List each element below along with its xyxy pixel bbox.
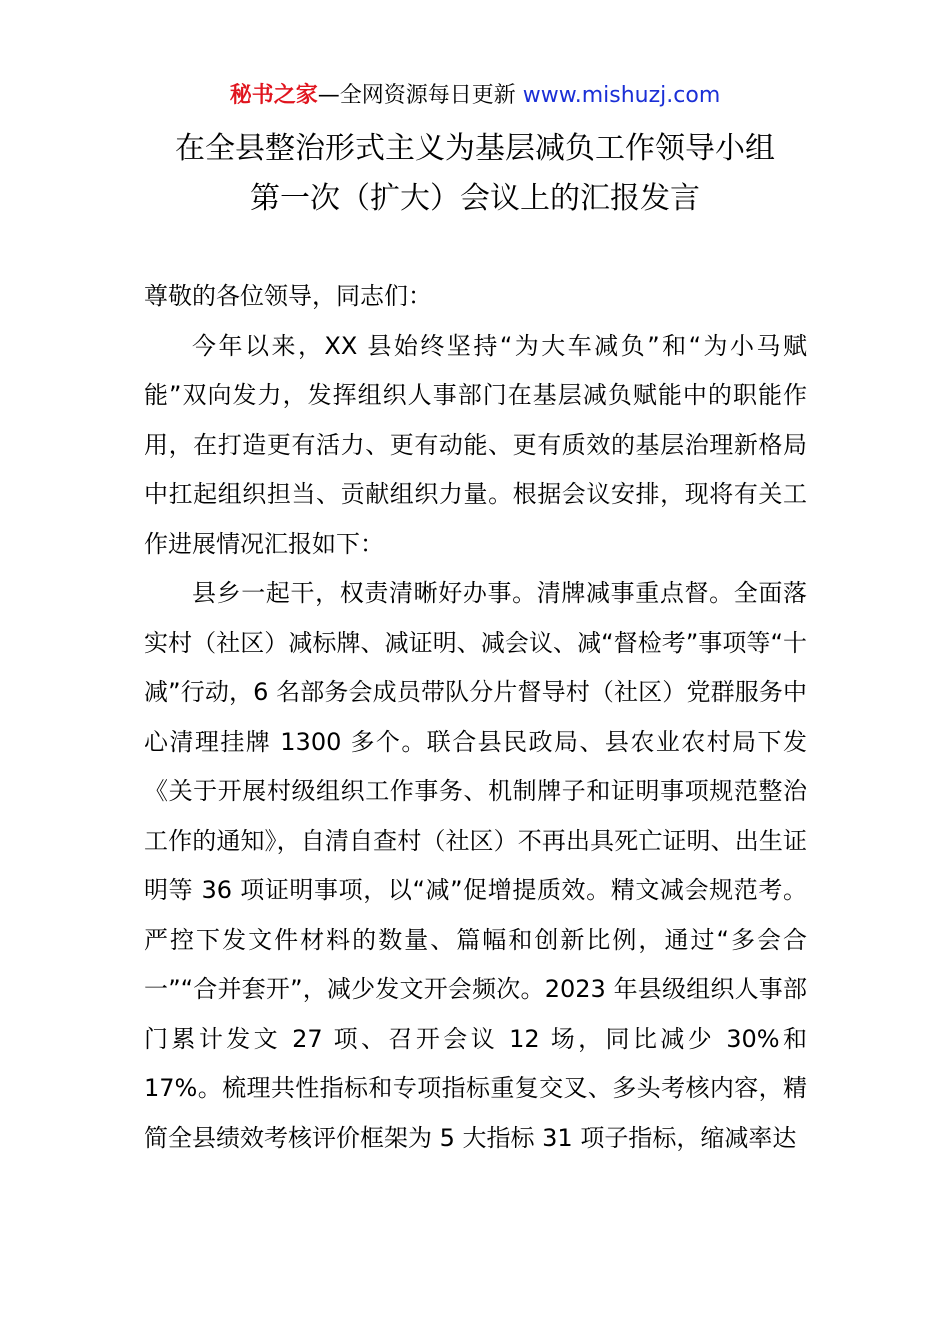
banner-url-link[interactable]: www.mishuzj.com <box>522 83 721 108</box>
salutation: 尊敬的各位领导，同志们： <box>144 282 432 310</box>
site-banner <box>0 80 950 112</box>
title-line-2: 第一次（扩大）会议上的汇报发言 <box>250 181 700 216</box>
document-body <box>144 272 807 1163</box>
banner-brand: 秘书之家 <box>229 83 318 108</box>
document-title <box>0 124 950 224</box>
paragraph-section-1: 县乡一起干，权责清晰好办事。清牌减事重点督。全面落实村（社区）减标牌、减证明、减会议、减“督检考”事项等“十减”行动，6 名部务会成员带队分片督导村（社区）党群服务中心清理挂牌 1300 多个。联合县民政局、县农业农村局下发《关于开展村级组织工作事务、机制牌子和证明事项规范整治工作的通知》，自清自查村（社区）不再出具死亡证明、出生证明等 36 项证明事项，以“减”促增提质效。精文减会规范考。严控下发文件材料的数量、篇幅和创新比例，通过“多会合一”“合并套开”，减少发文开会频次。2023 年县级组织人事部门累计发文 27 项、召开会议 12 场，同比减少 30%和 17%。梳理共性指标和专项指标重复交叉、多头考核内容，精简全县绩效考核评价框架为 5 大指标 31 项子指标，缩减率达 <box>144 579 807 1152</box>
title-line-1: 在全县整治形式主义为基层减负工作领导小组 <box>175 131 775 166</box>
paragraph-intro: 今年以来，XX 县始终坚持“为大车减负”和“为小马赋能”双向发力，发挥组织人事部门在基层减负赋能中的职能作用，在打造更有活力、更有动能、更有质效的基层治理新格局中扛起组织担当、贡献组织力量。根据会议安排，现将有关工作进展情况汇报如下： <box>144 331 807 558</box>
banner-tagline: —全网资源每日更新 <box>317 83 523 108</box>
